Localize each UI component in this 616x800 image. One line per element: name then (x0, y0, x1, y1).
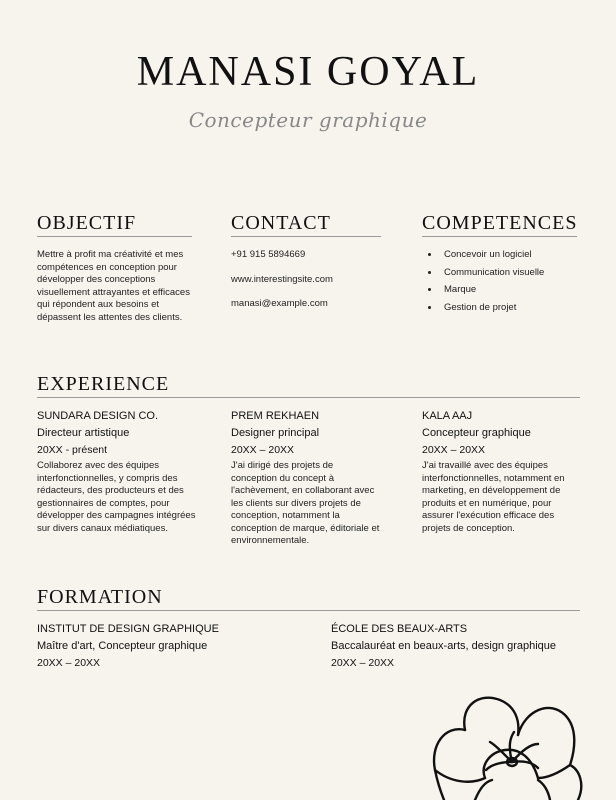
job-title: Concepteur graphique (188, 108, 428, 132)
skill-item: • Gestion de projet (440, 302, 544, 313)
experience-divider (37, 397, 580, 398)
education-divider (37, 610, 580, 611)
skills-list (422, 249, 544, 319)
job-role: Directeur artistique (37, 427, 130, 439)
contact-divider (231, 236, 381, 237)
skill-item: • Marque (440, 284, 544, 295)
contact-website[interactable]: www.interestingsite.com (231, 274, 333, 285)
objective-heading: OBJECTIF (37, 212, 137, 234)
contact-email[interactable]: manasi@example.com (231, 298, 328, 309)
company-name: SUNDARA DESIGN CO. (37, 410, 159, 422)
contact-phone[interactable]: +91 915 5894669 (231, 249, 306, 260)
flower-line-art-icon (420, 690, 616, 800)
company-name: PREM REKHAEN (231, 410, 320, 422)
job-description: J'ai dirigé des projets de conception du concept à l'achèvement, en collaborant avec les clients sur divers projets de conception, notamment la conception de marque, éditoriale et environnementale. (231, 460, 380, 546)
school-name: INSTITUT DE DESIGN GRAPHIQUE (37, 623, 219, 635)
experience-heading: EXPERIENCE (37, 373, 170, 395)
experience-entry (422, 410, 577, 535)
skills-divider (422, 236, 577, 237)
job-dates: 20XX - présent (37, 444, 108, 456)
resume-name: MANASI GOYAL (136, 49, 480, 95)
company-name: KALA AAJ (422, 410, 473, 422)
objective-text: Mettre à profit ma créativité et mes compétences en conception pour développer des conceptions visuellement attrayantes et efficaces qui répondent aux besoins et dépassent les attentes des clients. (37, 249, 190, 323)
school-name: ÉCOLE DES BEAUX-ARTS (331, 623, 468, 635)
job-role: Designer principal (231, 427, 320, 439)
job-description: J'ai travaillé avec des équipes interfonctionnelles, notamment en marketing, en développement de produits et en numérique, pour assurer l'exécution efficace des projets de conception. (422, 460, 565, 534)
job-role: Concepteur graphique (422, 427, 531, 439)
objective-divider (37, 236, 192, 237)
education-entry (37, 623, 307, 673)
experience-entry (37, 410, 197, 535)
degree: Baccalauréat en beaux-arts, design graphique (331, 640, 557, 652)
degree: Maître d'art, Concepteur graphique (37, 640, 208, 652)
education-heading: FORMATION (37, 586, 163, 608)
contact-heading: CONTACT (231, 212, 331, 234)
education-dates: 20XX – 20XX (37, 657, 101, 669)
education-entry (331, 623, 591, 673)
job-dates: 20XX – 20XX (231, 444, 295, 456)
job-dates: 20XX – 20XX (422, 444, 486, 456)
job-description: Collaborez avec des équipes interfonctionnelles, y compris des rédacteurs, des producteurs et des gestionnaires de comptes, pour développer des campagnes intégrées sur divers canaux médiatiques. (37, 460, 196, 534)
skill-item: • Communication visuelle (440, 267, 544, 278)
experience-entry (231, 410, 381, 548)
skill-item: • Concevoir un logiciel (440, 249, 544, 260)
education-dates: 20XX – 20XX (331, 657, 395, 669)
skills-heading: COMPETENCES (422, 212, 578, 234)
